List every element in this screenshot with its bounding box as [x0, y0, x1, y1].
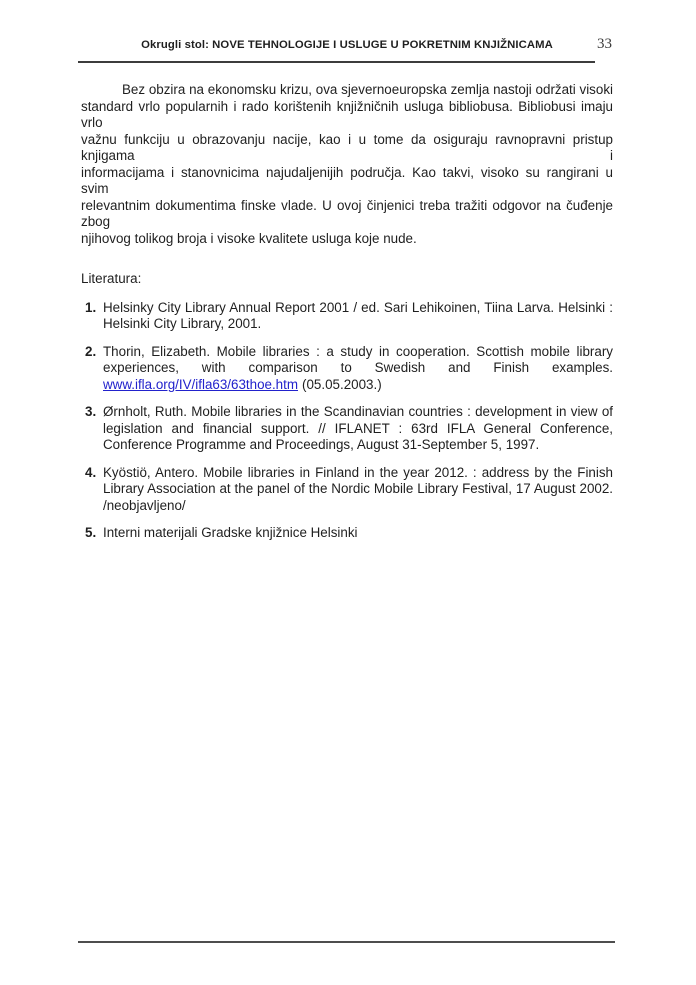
header-divider: [78, 61, 595, 63]
reference-item: [81, 300, 613, 333]
reference-line: experiences, with comparison to Swedish and Finish examples.: [103, 360, 613, 375]
reference-line: Library Association at the panel of the Nordic Mobile Library Festival, 17 August 2002.: [103, 481, 613, 496]
reference-line: Kyöstiö, Antero. Mobile libraries in Finland in the year 2012. : address by the Finish: [103, 464, 613, 480]
reference-item: [81, 344, 613, 394]
reference-line: /neobjavljeno/: [103, 497, 186, 513]
reference-item: [81, 404, 613, 454]
reference-line: Helsinky City Library Annual Report 2001 / ed. Sari Lehikoinen, Tiina Larva. Helsinki :: [103, 299, 613, 315]
paragraph-line: Bez obzira na ekonomsku krizu, ova sjevernoeuropska zemlja nastoji održati visoki: [122, 82, 613, 97]
running-header-title: Okrugli stol: NOVE TEHNOLOGIJE I USLUGE U POKRETNIM KNJIŽNICAMA: [141, 39, 553, 51]
paragraph-line: važnu funkciju u obrazovanju nacije, kao i u tome da osiguraju ravnopravni pristup knjigama i: [81, 131, 613, 163]
page-number: 33: [597, 36, 612, 52]
reference-line: Thorin, Elizabeth. Mobile libraries : a study in cooperation. Scottish mobile library: [103, 343, 613, 359]
paragraph-line: njihovog tolikog broja i visoke kvalitete usluga koje nude.: [81, 230, 417, 246]
body-paragraph: [81, 82, 613, 247]
reference-number: 2.: [85, 343, 97, 359]
reference-item: [81, 465, 613, 515]
paragraph-line: relevantnim dokumentima finske vlade. U ovoj činjenici treba tražiti odgovor na čuđenje zbog: [81, 197, 613, 229]
reference-number: 1.: [85, 299, 97, 315]
ifla-url-link[interactable]: www.ifla.org/IV/ifla63/63thoe.htm: [103, 376, 299, 392]
reference-line: Ørnholt, Ruth. Mobile libraries in the Scandinavian countries : development in view of: [103, 404, 613, 419]
reference-line: Helsinki City Library, 2001.: [103, 316, 262, 331]
reference-number: 5.: [85, 525, 97, 540]
paragraph-line: standard vrlo popularnih i rado korištenih knjižničnih usluga bibliobusa. Bibliobusi imaju vrlo: [81, 98, 613, 130]
reference-line: Conference Programme and Proceedings, August 31-September 5, 1997.: [103, 437, 540, 452]
reference-item: [81, 525, 613, 542]
text-block: [81, 82, 613, 553]
footer-divider: [78, 941, 615, 943]
reference-line: legislation and financial support. // IFLANET : 63rd IFLA General Conference,: [103, 420, 613, 436]
reference-number: 3.: [85, 404, 97, 419]
reference-list: [81, 300, 613, 542]
paragraph-line: informacijama i stanovnicima najudaljenijih područja. Kao takvi, visoko su rangirani u svim: [81, 164, 613, 196]
reference-number: 4.: [85, 464, 97, 480]
link-access-date: (05.05.2003.): [302, 376, 382, 392]
reference-line: Interni materijali Gradske knjižnice Helsinki: [103, 525, 358, 540]
reference-line: [103, 377, 613, 394]
literatura-heading: Literatura:: [81, 271, 142, 286]
